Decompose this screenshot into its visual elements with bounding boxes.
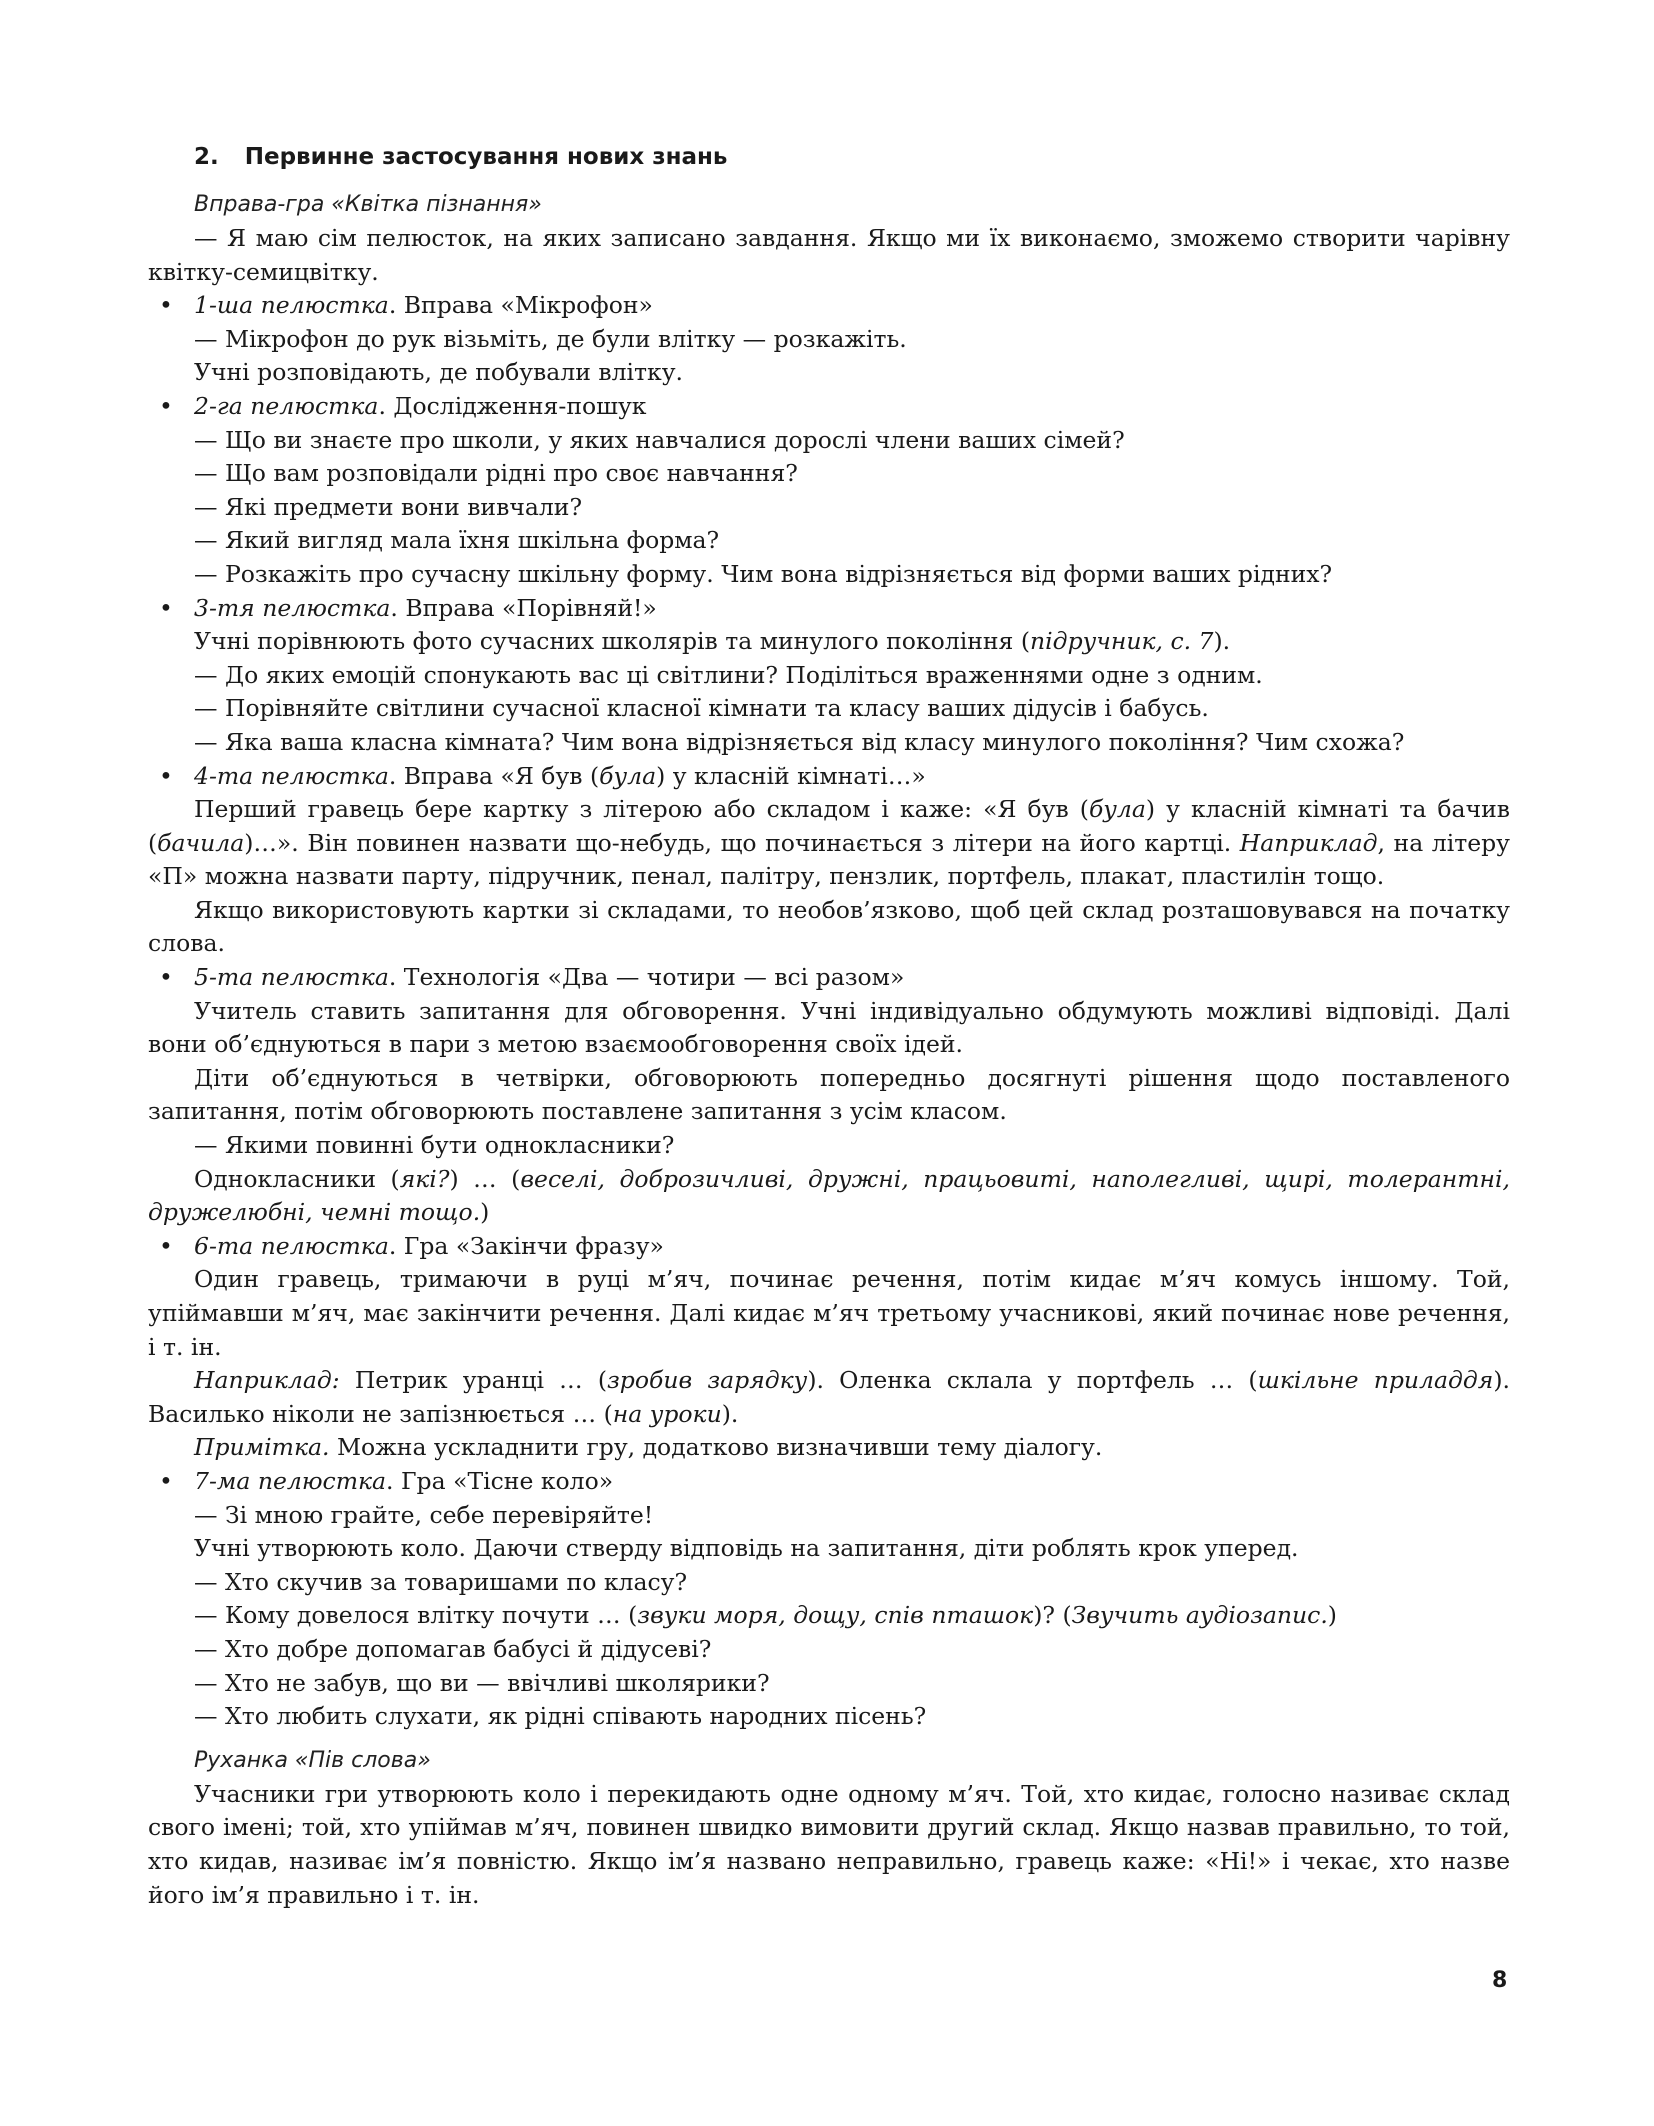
petal-3-line: — Яка ваша класна кімната? Чим вона відрізняється від класу минулого покоління? Чим схожа? (194, 727, 1405, 756)
petal-5-paragraph: Учитель ставить запитання для обговорення. Учні індивідуально обдумують можливі відповіді. Далі вони об’єднуються в пари з метою взаємообговорення своїх ідей. (148, 996, 1510, 1059)
section-heading (194, 140, 1510, 174)
petal-2-line: — Що ви знаєте про школи, у яких навчалися дорослі члени ваших сімей? (194, 425, 1125, 454)
petal-3-label: 3-тя пелюстка (194, 593, 391, 622)
petal-6-label: 6-та пелюстка (194, 1231, 389, 1260)
petal-5-paragraph: Діти об’єднуються в четвірки, обговорюють попередньо досягнуті рішення щодо поставленого запитання, потім обговорюють поставлене запитання з усім класом. (148, 1063, 1510, 1126)
petal-6-item (148, 1230, 1510, 1264)
petal-7-title: . Гра «Тісне коло» (386, 1466, 614, 1495)
petal-1-line: — Мікрофон до рук візьміть, де були влітку — розкажіть. (194, 324, 907, 353)
bullet: • (159, 761, 173, 790)
petal-7-line: — Хто добре допомагав бабусі й дідусеві? (194, 1634, 712, 1663)
petal-2-label: 2-га пелюстка (194, 391, 379, 420)
page-content (148, 140, 1510, 1912)
petal-2-item (148, 390, 1510, 424)
petal-4-item: • 4-та пелюстка. Вправа «Я був (була) у класній кімнаті…» (148, 760, 1510, 794)
bullet: • (159, 291, 173, 320)
section-title: Первинне застосування нових знань (244, 144, 728, 170)
petal-2-line: — Розкажіть про сучасну шкільну форму. Чим вона відрізняється від форми ваших рідних? (194, 559, 1333, 588)
petal-2-line: — Що вам розповідали рідні про своє навчання? (194, 459, 798, 488)
petal-7-line: — Хто скучив за товаришами по класу? (194, 1567, 688, 1596)
petal-6-paragraph: Один гравець, тримаючи в руці м’яч, починає речення, потім кидає м’яч комусь іншому. Той, упіймавши м’яч, має закінчити речення. Далі кидає м’яч третьому учасникові, який починає нове речення, і т. ін. (148, 1265, 1510, 1361)
bullet: • (159, 1466, 173, 1495)
bullet: • (159, 1231, 173, 1260)
petal-7-line: — Кому довелося влітку почути … (звуки моря, дощу, спів пташок)? (Звучить аудіозапис.) (194, 1601, 1337, 1630)
bullet: • (159, 391, 173, 420)
petal-3-line: — До яких емоцій спонукають вас ці світлини? Поділіться враженнями одне з одним. (194, 660, 1263, 689)
petal-7-line: — Хто не забув, що ви — ввічливі школярики? (194, 1668, 770, 1697)
petal-7-label: 7-ма пелюстка (194, 1466, 387, 1495)
petal-6-note: Примітка. Можна ускладнити гру, додатково визначивши тему діалогу. (194, 1433, 1103, 1462)
intro-paragraph: — Я маю сім пелюсток, на яких записано завдання. Якщо ми їх виконаємо, зможемо створити чарівну квітку-семицвітку. (148, 224, 1510, 286)
petal-7-line: Учні утворюють коло. Даючи стверду відповідь на запитання, діти роблять крок уперед. (194, 1534, 1299, 1563)
petal-6-example: Наприклад: Петрик уранці … (зробив зарядку). Оленка склала у портфель … (шкільне приладдя). Василько ніколи не запізнюється … (на уроки). (148, 1366, 1510, 1428)
petal-4-label: 4-та пелюстка (194, 761, 389, 790)
bullet: • (159, 593, 173, 622)
warmup-title: Руханка «Пів слова» (194, 1747, 431, 1773)
petal-3-line: Учні порівнюють фото сучасних школярів та минулого покоління (підручник, с. 7). (194, 627, 1231, 656)
petal-7-line: — Хто любить слухати, як рідні співають народних пісень? (194, 1702, 927, 1731)
section-number: 2. (194, 144, 219, 170)
petal-7-item (148, 1465, 1510, 1499)
page-number: 8 (1492, 1968, 1508, 1993)
petal-2-line: — Які предмети вони вивчали? (194, 492, 583, 521)
petal-4-paragraph: Якщо використовують картки зі складами, то необов’язково, щоб цей склад розташовувався на початку слова. (148, 895, 1510, 958)
warmup-paragraph: Учасники гри утворюють коло і перекидають одне одному м’яч. Той, хто кидає, голосно називає склад свого імені; той, хто упіймав м’яч, повинен швидко вимовити другий склад. Якщо назвав правильно, то той, хто кидав, називає ім’я повністю. Якщо ім’я названо неправильно, гравець каже: «Ні!» і чекає, хто назве його ім’я правильно і т. ін. (148, 1779, 1510, 1909)
petal-1-line: Учні розповідають, де побували влітку. (194, 358, 684, 387)
petal-1-label: 1-ша пелюстка (194, 291, 389, 320)
petal-7-line: — Зі мною грайте, себе перевіряйте! (194, 1500, 654, 1529)
petal-1-item (148, 289, 1510, 323)
bullet: • (159, 963, 173, 992)
petal-2-line: — Який вигляд мала їхня шкільна форма? (194, 526, 720, 555)
petal-5-answer: Однокласники (які?) … (веселі, доброзичливі, дружні, працьовиті, наполегливі, щирі, толерантні, дружелюбні, чемні тощо.) (148, 1164, 1510, 1227)
petal-5-label: 5-та пелюстка (194, 963, 389, 992)
exercise-title: Вправа-гра «Квітка пізнання» (194, 192, 542, 217)
petal-3-line: — Порівняйте світлини сучасної класної кімнати та класу ваших дідусів і бабусь. (194, 694, 1209, 723)
petal-1-title: . Вправа «Мікрофон» (388, 291, 653, 320)
petal-5-title: . Технологія «Два — чотири — всі разом» (388, 963, 905, 992)
petal-5-item (148, 961, 1510, 995)
petal-4-paragraph: Перший гравець бере картку з літерою або складом і каже: «Я був (була) у класній кімнаті та бачив (бачила)…». Він повинен назвати що-небудь, що починається з літери на його картці. Наприклад, на літеру «П» можна назвати парту, підручник, пенал, палітру, пензлик, портфель, плакат, пластилін тощо. (148, 795, 1511, 891)
petal-2-title: . Дослідження-пошук (378, 391, 647, 420)
petal-3-item (148, 592, 1510, 626)
petal-3-title: . Вправа «Порівняй!» (390, 593, 657, 622)
petal-6-title: . Гра «Закінчи фразу» (388, 1231, 664, 1260)
petal-5-question: — Якими повинні бути однокласники? (194, 1131, 675, 1160)
